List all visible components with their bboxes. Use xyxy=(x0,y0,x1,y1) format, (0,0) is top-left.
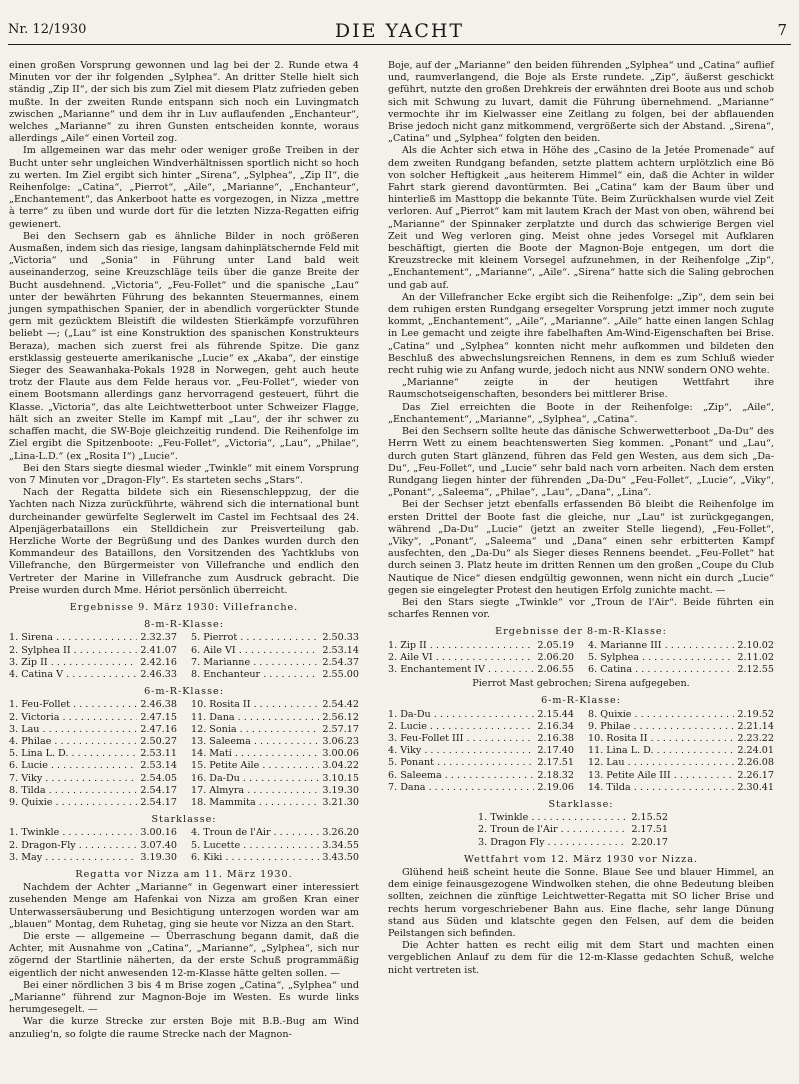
paragraph: Die Achter hatten es recht eilig mit dem Start und machten einen vergeblichen Anlauf zu dem für die 12-m-Klasse gedachten Schuß, welche nicht vertreten ist. xyxy=(388,940,774,976)
boat-name: 6. Saleema . . . xyxy=(388,770,534,782)
boat-name: 2. Victoria . . . xyxy=(9,712,137,724)
paragraph: Bei der Sechser jetzt ebenfalls erfassenden Bö bleibt die Reihenfolge im ersten Drittel der Boote fast die gleiche, nur „Lau“ ist zurückgegangen, während „Da-Du“ „Lucie“ (jetzt an zweiter Stelle liegend), „Feu-Follet“, „Viky“, „Ponant“, „Saleema“ und „Dana“ einen sehr erbitterten Kampf ausfechten, den „Da-Du“ als Sieger dieses Rennens beendet. „Feu-Follet“ hat durch seinen 3. Platz heute im dritten Rennen um den großen „Coupe du Club Nautique de Nice“ diesen endgültig gewonnen, wenn nicht ein durch „Lucie“ gegen sie eingelegter Protest den heutigen Erfolg zunichte macht. — xyxy=(388,499,774,596)
paragraph: Glühend heiß scheint heute die Sonne. Blaue See und blauer Himmel, an dem einige feinausgezogene Windwolken stehen, die ohne Bedeutung bleiben sollten, zeichnen die zünftige Leichtwetter-Regatta mit SO licher Brise und rechts herum vorgeschriebener Bahn aus. Eine flache, sehr lange Dünung stand aus Süden und klatschte gegen den Felsen, auf dem die beiden Peilstangen sich befinden. xyxy=(388,867,774,940)
result-row xyxy=(191,657,359,669)
boat-name: 2. Aile VI . . . xyxy=(388,652,534,664)
finish-time: 2.30.41 xyxy=(734,782,774,794)
finish-time: 2.53.11 xyxy=(137,748,177,760)
result-row xyxy=(588,770,774,782)
finish-time: 2.56.12 xyxy=(319,712,359,724)
results-6m-villefranche xyxy=(9,699,359,809)
finish-time: 2.24.01 xyxy=(734,745,774,757)
paragraph: Die erste — allgemeine — Überraschung begann damit, daß die Achter, mit Ausnahme von „Catina“, „Marianne“, „Sylphea“, sich nur zögernd der Startlinie näherten, da der erste Schuß programmäßig eigentlich der nicht anwesenden 12-m-Klasse hätte gelten sollen. — xyxy=(9,931,359,979)
boat-name: 4. Catina V . . . xyxy=(9,669,137,681)
paragraph: Bei den Stars siegte diesmal wieder „Twinkle“ mit einem Vorsprung von 7 Minuten vor „Dragon-Fly“. Es starteten sechs „Stars“. xyxy=(9,462,359,486)
finish-time: 2.50.33 xyxy=(319,632,359,644)
result-row xyxy=(191,827,359,839)
finish-time: 2.15.44 xyxy=(534,709,574,721)
finish-time: 2.47.16 xyxy=(137,724,177,736)
finish-time: 2.19.52 xyxy=(734,709,774,721)
boat-name: 10. Rosita II . . . xyxy=(588,733,734,745)
finish-time: 2.17.51 xyxy=(628,824,668,836)
paragraph: Bei einer nördlichen 3 bis 4 m Brise zogen „Catina“, „Sylphea“ und „Marianne“ führend zur Magnon-Boje im Westen. Es wurde links herumgesegelt. — xyxy=(9,979,359,1016)
boat-name: 5. Sylphea . . . xyxy=(588,652,734,664)
result-row xyxy=(388,757,574,769)
results-title-villefranche: Ergebnisse 9. März 1930: Villefranche. xyxy=(69,601,299,613)
finish-time: 2.26.17 xyxy=(734,770,774,782)
paragraph: Als die Achter sich etwa in Höhe des „Casino de la Jetée Promenade“ auf dem zweiten Rundgang befanden, setzte plattem achtern urplötzlich eine Bö von solcher Heftigkeit „aus heiterem Himmel“ ein, daß die Achter in wilder Fahrt stark gierend davontürmten. Bei „Catina“ kam der Baum über und hinterließ im Masttopp die bekannte Tüte. Beim Zurückhalsen wurde viel Zeit verloren. Auf „Pierrot“ kam mit lautem Krach der Mast von oben, während bei „Marianne“ der Spinnaker zerplatzte und durch das schwierige Bergen viel Zeit und Weg verloren ging. Meist ohne jedes Vorsegel mit Aufklaren beschäftigt, gierten die Boote der Magnon-Boje entgegen, um dort die Kreuzstrecke mit kleinem Vorsegel aufzunehmen, in der Reihenfolge „Zip“, „Enchantement“, „Marianne“, „Aile“. „Sirena“ hatte sich die Saling gebrochen und gab auf. xyxy=(388,145,774,291)
result-row xyxy=(9,736,177,748)
result-row xyxy=(191,736,359,748)
result-row xyxy=(9,724,177,736)
results-star-nizza xyxy=(478,812,774,849)
left-paragraphs-b xyxy=(9,882,359,1041)
finish-time: 2.16.34 xyxy=(534,721,574,733)
paragraph: Boje, auf der „Marianne“ den beiden führenden „Sylphea“ und „Catina“ auflief und, raumverlangend, die Boje als Erste rundete. „Zip“, äußerst geschickt geführt, nutzte den großen Drehkreis der erwähnten drei Boote aus und schob sich mit Schwung zu luvart, damit die Führung übernehmend. „Marianne“ vermochte ihr im Kielwasser eine Zeitlang zu folgen, bei der abflauenden Brise jedoch nicht ganz mitkommend, vergrößerte sich der Abstand. „Sirena“, „Catina“ und „Sylphea“ folgten den beiden. xyxy=(388,60,774,145)
class-6m-title-nizza: 6-m-R-Klasse: xyxy=(541,695,621,707)
boat-name: 11. Lina L. D. . . . xyxy=(588,745,734,757)
boat-name: 1. Twinkle . . . xyxy=(9,827,137,839)
issue-number: Nr. 12/1930 xyxy=(8,22,87,37)
boat-name: 12. Sonia . . . xyxy=(191,724,319,736)
results-star-villefranche xyxy=(9,827,359,864)
result-row xyxy=(588,664,774,676)
boat-name: 6. Aile VI . . . xyxy=(191,645,319,657)
boat-name: 3. Zip II . . . xyxy=(9,657,137,669)
boat-name: 3. Dragon Fly . . . xyxy=(478,837,628,849)
result-row xyxy=(9,632,177,644)
results-8m-villefranche xyxy=(9,632,359,681)
result-row xyxy=(9,657,177,669)
finish-time: 2.57.17 xyxy=(319,724,359,736)
paragraph: Bei den Sechsern gab es ähnliche Bilder in noch größeren Ausmaßen, indem sich das riesige, langsam dahinplätschernde Feld mit „Victoria“ und „Sonia“ in Führung unter Land bald weit auseinanderzog, seine Kreuzschläge teils über die ganze Breite der Bucht ausdehnend. „Victoria“, „Feu-Follet“ und die spanische „Lau“ unter der bewährten Führung des bekannten Steuermannes, einem jungen sympathischen Spanier, der in abendlich vorgerückter Stunde gern mit gezücktem Bleistift die wildesten Stierkämpfe vorzuführen beliebt —; („Lau“ ist eine Konstruktion des spanischen Konstrukteurs Beraza), machen sich zuerst frei als führende Spitze. Die ganz erstklassig gesteuerte amerikanische „Lucie“ ex „Akaba“, der einstige Sieger des Seawanhaka-Pokals 1928 in Norwegen, geht auch heute trotz der Flaute aus dem Felde heraus vor. „Feu-Follet“, wieder von einem Bootsmann allerdings ganz hervorragend gesteuert, führt die Klasse. „Victoria“, das alte Leichtwetterboot unter Schweizer Flagge, hält sich an zweiter Stelle im Kampf mit „Lau“, der ihr schwer zu schaffen macht, die SW-Boje gleichzeitig rundend. Die Reihenfolge im Ziel ergibt die Spitzenboote: „Feu-Follet“, „Victoria“, „Lau“, „Philae“, „Lina-L.D.“ (ex „Rosita I“) „Lucie“. xyxy=(9,230,359,462)
boat-name: 12. Lau . . . xyxy=(588,757,734,769)
result-row xyxy=(388,745,574,757)
boat-name: 2. Dragon-Fly . . . xyxy=(9,840,137,852)
result-row xyxy=(9,827,177,839)
boat-name: 14. Mati . . . xyxy=(191,748,319,760)
result-row xyxy=(9,748,177,760)
result-row xyxy=(388,782,574,794)
finish-time: 2.47.15 xyxy=(137,712,177,724)
result-row xyxy=(9,699,177,711)
boat-name: 9. Philae . . . xyxy=(588,721,734,733)
finish-time: 2.19.06 xyxy=(534,782,574,794)
boat-name: 6. Lucie . . . xyxy=(9,760,137,772)
class-star-title: Starklasse: xyxy=(151,814,217,826)
finish-time: 3.07.40 xyxy=(137,840,177,852)
boat-name: 3. Enchantement IV . . . xyxy=(388,664,534,676)
result-row xyxy=(191,699,359,711)
result-row xyxy=(588,757,774,769)
paragraph: einen großen Vorsprung gewonnen und lag bei der 2. Runde etwa 4 Minuten vor der ihr folgenden „Sylphea“. An dritter Stelle hielt sich ständig „Zip II“, der sich bis zum Ziel mit diesem Platz zufrieden geben mußte. In der zweiten Runde entspann sich noch ein Luvingmatch zwischen „Marianne“ und dem ihr in Luv auflaufenden „Enchanteur“, welches „Marianne“ zu ihren Gunsten entscheiden konnte, woraus allerdings „Aile“ einen Vorteil zog. xyxy=(9,60,359,145)
boat-name: 6. Kiki . . . xyxy=(191,852,319,864)
finish-time: 2.54.37 xyxy=(319,657,359,669)
paragraph: Nachdem der Achter „Marianne“ in Gegenwart einer interessiert zusehenden Menge am Hafenkai von Nizza am großen Kran einer Unterwassersäuberung und Besichtigung unterzogen worden war am „blauen“ Montag, dem Ruhetag, ging sie heute vor Nizza an den Start. xyxy=(9,882,359,930)
finish-time: 3.26.20 xyxy=(319,827,359,839)
result-row xyxy=(9,645,177,657)
results-6m-nizza xyxy=(388,709,774,794)
result-row xyxy=(9,712,177,724)
boat-name: 9. Quixie . . . xyxy=(9,797,137,809)
result-row xyxy=(388,664,574,676)
result-row xyxy=(388,770,574,782)
right-column xyxy=(388,60,774,977)
boat-name: 1. Sirena . . . xyxy=(9,632,137,644)
result-row xyxy=(478,824,668,836)
left-paragraphs-a xyxy=(9,60,359,597)
finish-time: 2.11.02 xyxy=(734,652,774,664)
boat-name: 17. Almyra . . . xyxy=(191,785,319,797)
boat-name: 3. Lau . . . xyxy=(9,724,137,736)
result-row xyxy=(191,748,359,760)
finish-time: 3.43.50 xyxy=(319,852,359,864)
boat-name: 5. Ponant . . . xyxy=(388,757,534,769)
result-row xyxy=(9,797,177,809)
boat-name: 1. Zip II . . . xyxy=(388,640,534,652)
boat-name: 2. Sylphea II . . . xyxy=(9,645,137,657)
boat-name: 6. Catina . . . xyxy=(588,664,734,676)
finish-time: 2.12.55 xyxy=(734,664,774,676)
paragraph: Bei den Sechsern sollte heute das dänische Schwerwetterboot „Da-Du“ des Herrn Wett zu einem beachtenswerten Sieg kommen. „Ponant“ und „Lau“, durch guten Start glänzend, führen das Feld gen Westen, aus dem sich „Da-Du“, „Feu-Follet“, und „Lucie“ sehr bald nach vorn arbeiten. Nach dem ersten Rundgang liegen hinter der führenden „Da-Du“ „Feu-Follet“, „Lucie“, „Viky“, „Ponant“, „Saleema“, „Philae“, „Lau“, „Dana“, „Lina“. xyxy=(388,426,774,499)
class-star-title-nizza: Starklasse: xyxy=(548,798,614,810)
finish-time: 2.53.14 xyxy=(319,645,359,657)
left-column xyxy=(9,60,359,1041)
finish-time: 2.18.32 xyxy=(534,770,574,782)
finish-time: 3.00.16 xyxy=(137,827,177,839)
boat-name: 3. May . . . xyxy=(9,852,137,864)
result-row xyxy=(191,724,359,736)
boat-name: 14. Tilda . . . xyxy=(588,782,734,794)
result-row xyxy=(191,773,359,785)
boat-name: 10. Rosita II . . . xyxy=(191,699,319,711)
result-row xyxy=(191,669,359,681)
result-row xyxy=(478,812,668,824)
paragraph: War die kurze Strecke zur ersten Boje mit B.B.-Bug am Wind anzulieg'n, so folgte die raume Strecke nach der Magnon- xyxy=(9,1016,359,1040)
result-row xyxy=(588,709,774,721)
boat-name: 11. Dana . . . xyxy=(191,712,319,724)
result-row xyxy=(588,745,774,757)
result-row xyxy=(191,852,359,864)
finish-time: 2.15.52 xyxy=(628,812,668,824)
paragraph: Nach der Regatta bildete sich ein Riesenschleppzug, der die Yachten nach Nizza zurückführte, während sich die international bunt durcheinander gewürfelte Seglerwelt im Castel im Fechtsaal des 24. Alpenjägerbataillons ein Stelldichein zur Preisverteilung gab. Herzliche Worte der Begrüßung und des Dankes wurden durch den Kommandeur des Bataillons, den Vorsitzenden des Yachtklubs von Villefranche, den Bürgermeister von Villefranche und endlich den Vertreter der Marine in Villefranche zum Ausdruck gebracht. Die Preise wurden durch Mme. Hériot persönlich überreicht. xyxy=(9,487,359,596)
finish-time: 3.00.06 xyxy=(319,748,359,760)
boat-name: 18. Mammita . . . xyxy=(191,797,319,809)
finish-time: 2.21.14 xyxy=(734,721,774,733)
boat-name: 5. Lina L. D. . . . xyxy=(9,748,137,760)
boat-name: 1. Feu-Follet . . . xyxy=(9,699,137,711)
class-6m-title: 6-m-R-Klasse: xyxy=(144,686,224,698)
finish-time: 2.46.33 xyxy=(137,669,177,681)
result-row xyxy=(588,733,774,745)
result-row xyxy=(388,640,574,652)
page-header xyxy=(8,20,791,45)
finish-time: 2.17.51 xyxy=(534,757,574,769)
finish-time: 2.42.16 xyxy=(137,657,177,669)
wettfahrt-title: Wettfahrt vom 12. März 1930 vor Nizza. xyxy=(464,853,698,865)
boat-name: 2. Troun de l'Air . . . xyxy=(478,824,628,836)
boat-name: 13. Petite Aile III . . . xyxy=(588,770,734,782)
result-row xyxy=(588,721,774,733)
regatta-nizza-title: Regatta vor Nizza am 11. März 1930. xyxy=(75,869,293,880)
boat-name: 5. Pierrot . . . xyxy=(191,632,319,644)
finish-time: 3.04.22 xyxy=(319,760,359,772)
result-row xyxy=(191,645,359,657)
result-row xyxy=(388,721,574,733)
finish-time: 3.06.23 xyxy=(319,736,359,748)
finish-time: 2.46.38 xyxy=(137,699,177,711)
results-8m-nizza xyxy=(388,640,774,677)
result-row xyxy=(388,733,574,745)
boat-name: 2. Lucie . . . xyxy=(388,721,534,733)
result-row xyxy=(191,632,359,644)
finish-time: 3.10.15 xyxy=(319,773,359,785)
class-8m-title: 8-m-R-Klasse: xyxy=(144,619,224,631)
finish-time: 2.50.27 xyxy=(137,736,177,748)
boat-name: 1. Da-Du . . . xyxy=(388,709,534,721)
right-paragraphs-a xyxy=(388,60,774,621)
result-row xyxy=(9,785,177,797)
finish-time: 3.34.55 xyxy=(319,840,359,852)
result-row xyxy=(478,837,668,849)
results-title-8m-nizza: Ergebnisse der 8-m-R-Klasse: xyxy=(495,626,667,638)
finish-time: 2.32.37 xyxy=(137,632,177,644)
boat-name: 16. Da-Du . . . xyxy=(191,773,319,785)
finish-time: 2.54.17 xyxy=(137,785,177,797)
finish-time: 2.20.17 xyxy=(628,837,668,849)
magazine-title: DIE YACHT xyxy=(334,20,465,42)
finish-time: 3.19.30 xyxy=(137,852,177,864)
finish-time: 2.53.14 xyxy=(137,760,177,772)
result-row xyxy=(388,709,574,721)
finish-time: 2.54.05 xyxy=(137,773,177,785)
boat-name: 4. Troun de l'Air . . . xyxy=(191,827,319,839)
boat-name: 7. Dana . . . xyxy=(388,782,534,794)
result-row xyxy=(9,840,177,852)
paragraph: Bei den Stars siegte „Twinkle“ vor „Troun de l'Air“. Beide führten ein scharfes Rennen vor. xyxy=(388,596,774,621)
paragraph: Im allgemeinen war das mehr oder weniger große Treiben in der Bucht unter sehr ungleichen Windverhältnissen sportlich nicht so hoch zu werten. Im Ziel ergibt sich hinter „Sirena“, „Sylphea“, „Zip II“, die Reihenfolge: „Catina“, „Pierrot“, „Aile“, „Marianne“, „Enchanteur“, „Enchantement“, das Ankerboot hatte es vorgezogen, in Nizza „mettre à terre“ zu üben und wurde dort für die letzten Nizza-Regatten eifrig gewienert. xyxy=(9,145,359,230)
finish-time: 2.55.00 xyxy=(319,669,359,681)
boat-name: 3. Feu-Follet III . . . xyxy=(388,733,534,745)
boat-name: 7. Marianne . . . xyxy=(191,657,319,669)
finish-time: 3.21.30 xyxy=(319,797,359,809)
finish-time: 2.23.22 xyxy=(734,733,774,745)
boat-name: 8. Enchanteur . . . xyxy=(191,669,319,681)
result-row xyxy=(388,652,574,664)
paragraph: An der Villefrancher Ecke ergibt sich die Reihenfolge: „Zip“, dem sein bei dem ruhigen ersten Rundgang ersegelter Vorsprung jetzt immer noch zugute kommt, „Enchantement“, „Aile“, „Marianne“. „Aile“ hatte einen langen Schlag in Lee gemacht und zeigte ihre fabelhaften Am-Wind-Eigenschaften bei Brise. „Catina“ und „Sylphea“ konnten nicht mehr aufkommen und bildeten den Beschluß des abwechslungsreichen Rennens, in dem es zum Schluß wieder recht ruhig wie zu Anfang wurde, jedoch nicht aus NNW sondern ONO wehte. xyxy=(388,291,774,377)
finish-time: 3.19.30 xyxy=(319,785,359,797)
result-row xyxy=(9,773,177,785)
paragraph: Das Ziel erreichten die Boote in der Reihenfolge: „Zip“, „Aile“, „Enchantement“, „Marianne“, „Sylphea“, „Catina“. xyxy=(388,401,774,425)
boat-name: 8. Tilda . . . xyxy=(9,785,137,797)
result-row xyxy=(588,640,774,652)
finish-time: 2.26.08 xyxy=(734,757,774,769)
right-paragraphs-b xyxy=(388,867,774,977)
boat-name: 1. Twinkle . . . xyxy=(478,812,628,824)
result-row xyxy=(9,669,177,681)
result-row xyxy=(9,760,177,772)
boat-name: 4. Viky . . . xyxy=(388,745,534,757)
result-row xyxy=(588,652,774,664)
finish-time: 2.05.19 xyxy=(534,640,574,652)
finish-time: 2.06.20 xyxy=(534,652,574,664)
finish-time: 2.06.55 xyxy=(534,664,574,676)
boat-name: 4. Marianne III . . . xyxy=(588,640,734,652)
boat-name: 7. Viky . . . xyxy=(9,773,137,785)
boat-name: 13. Saleema . . . xyxy=(191,736,319,748)
finish-time: 2.41.07 xyxy=(137,645,177,657)
results-8m-note: Pierrot Mast gebrochen; Sirena aufgegeben. xyxy=(472,678,690,690)
result-row xyxy=(191,840,359,852)
finish-time: 2.10.02 xyxy=(734,640,774,652)
finish-time: 2.54.42 xyxy=(319,699,359,711)
finish-time: 2.16.38 xyxy=(534,733,574,745)
page-number: 7 xyxy=(777,21,787,39)
result-row xyxy=(191,760,359,772)
boat-name: 4. Philae . . . xyxy=(9,736,137,748)
boat-name: 8. Quixie . . . xyxy=(588,709,734,721)
boat-name: 5. Lucette . . . xyxy=(191,840,319,852)
result-row xyxy=(9,852,177,864)
result-row xyxy=(191,712,359,724)
paragraph: „Marianne“ zeigte in der heutigen Wettfahrt ihre Raumschotseigenschaften, besonders bei mittlerer Brise. xyxy=(388,377,774,401)
result-row xyxy=(191,785,359,797)
result-row xyxy=(588,782,774,794)
boat-name: 15. Petite Aile . . . xyxy=(191,760,319,772)
result-row xyxy=(191,797,359,809)
finish-time: 2.54.17 xyxy=(137,797,177,809)
finish-time: 2.17.40 xyxy=(534,745,574,757)
